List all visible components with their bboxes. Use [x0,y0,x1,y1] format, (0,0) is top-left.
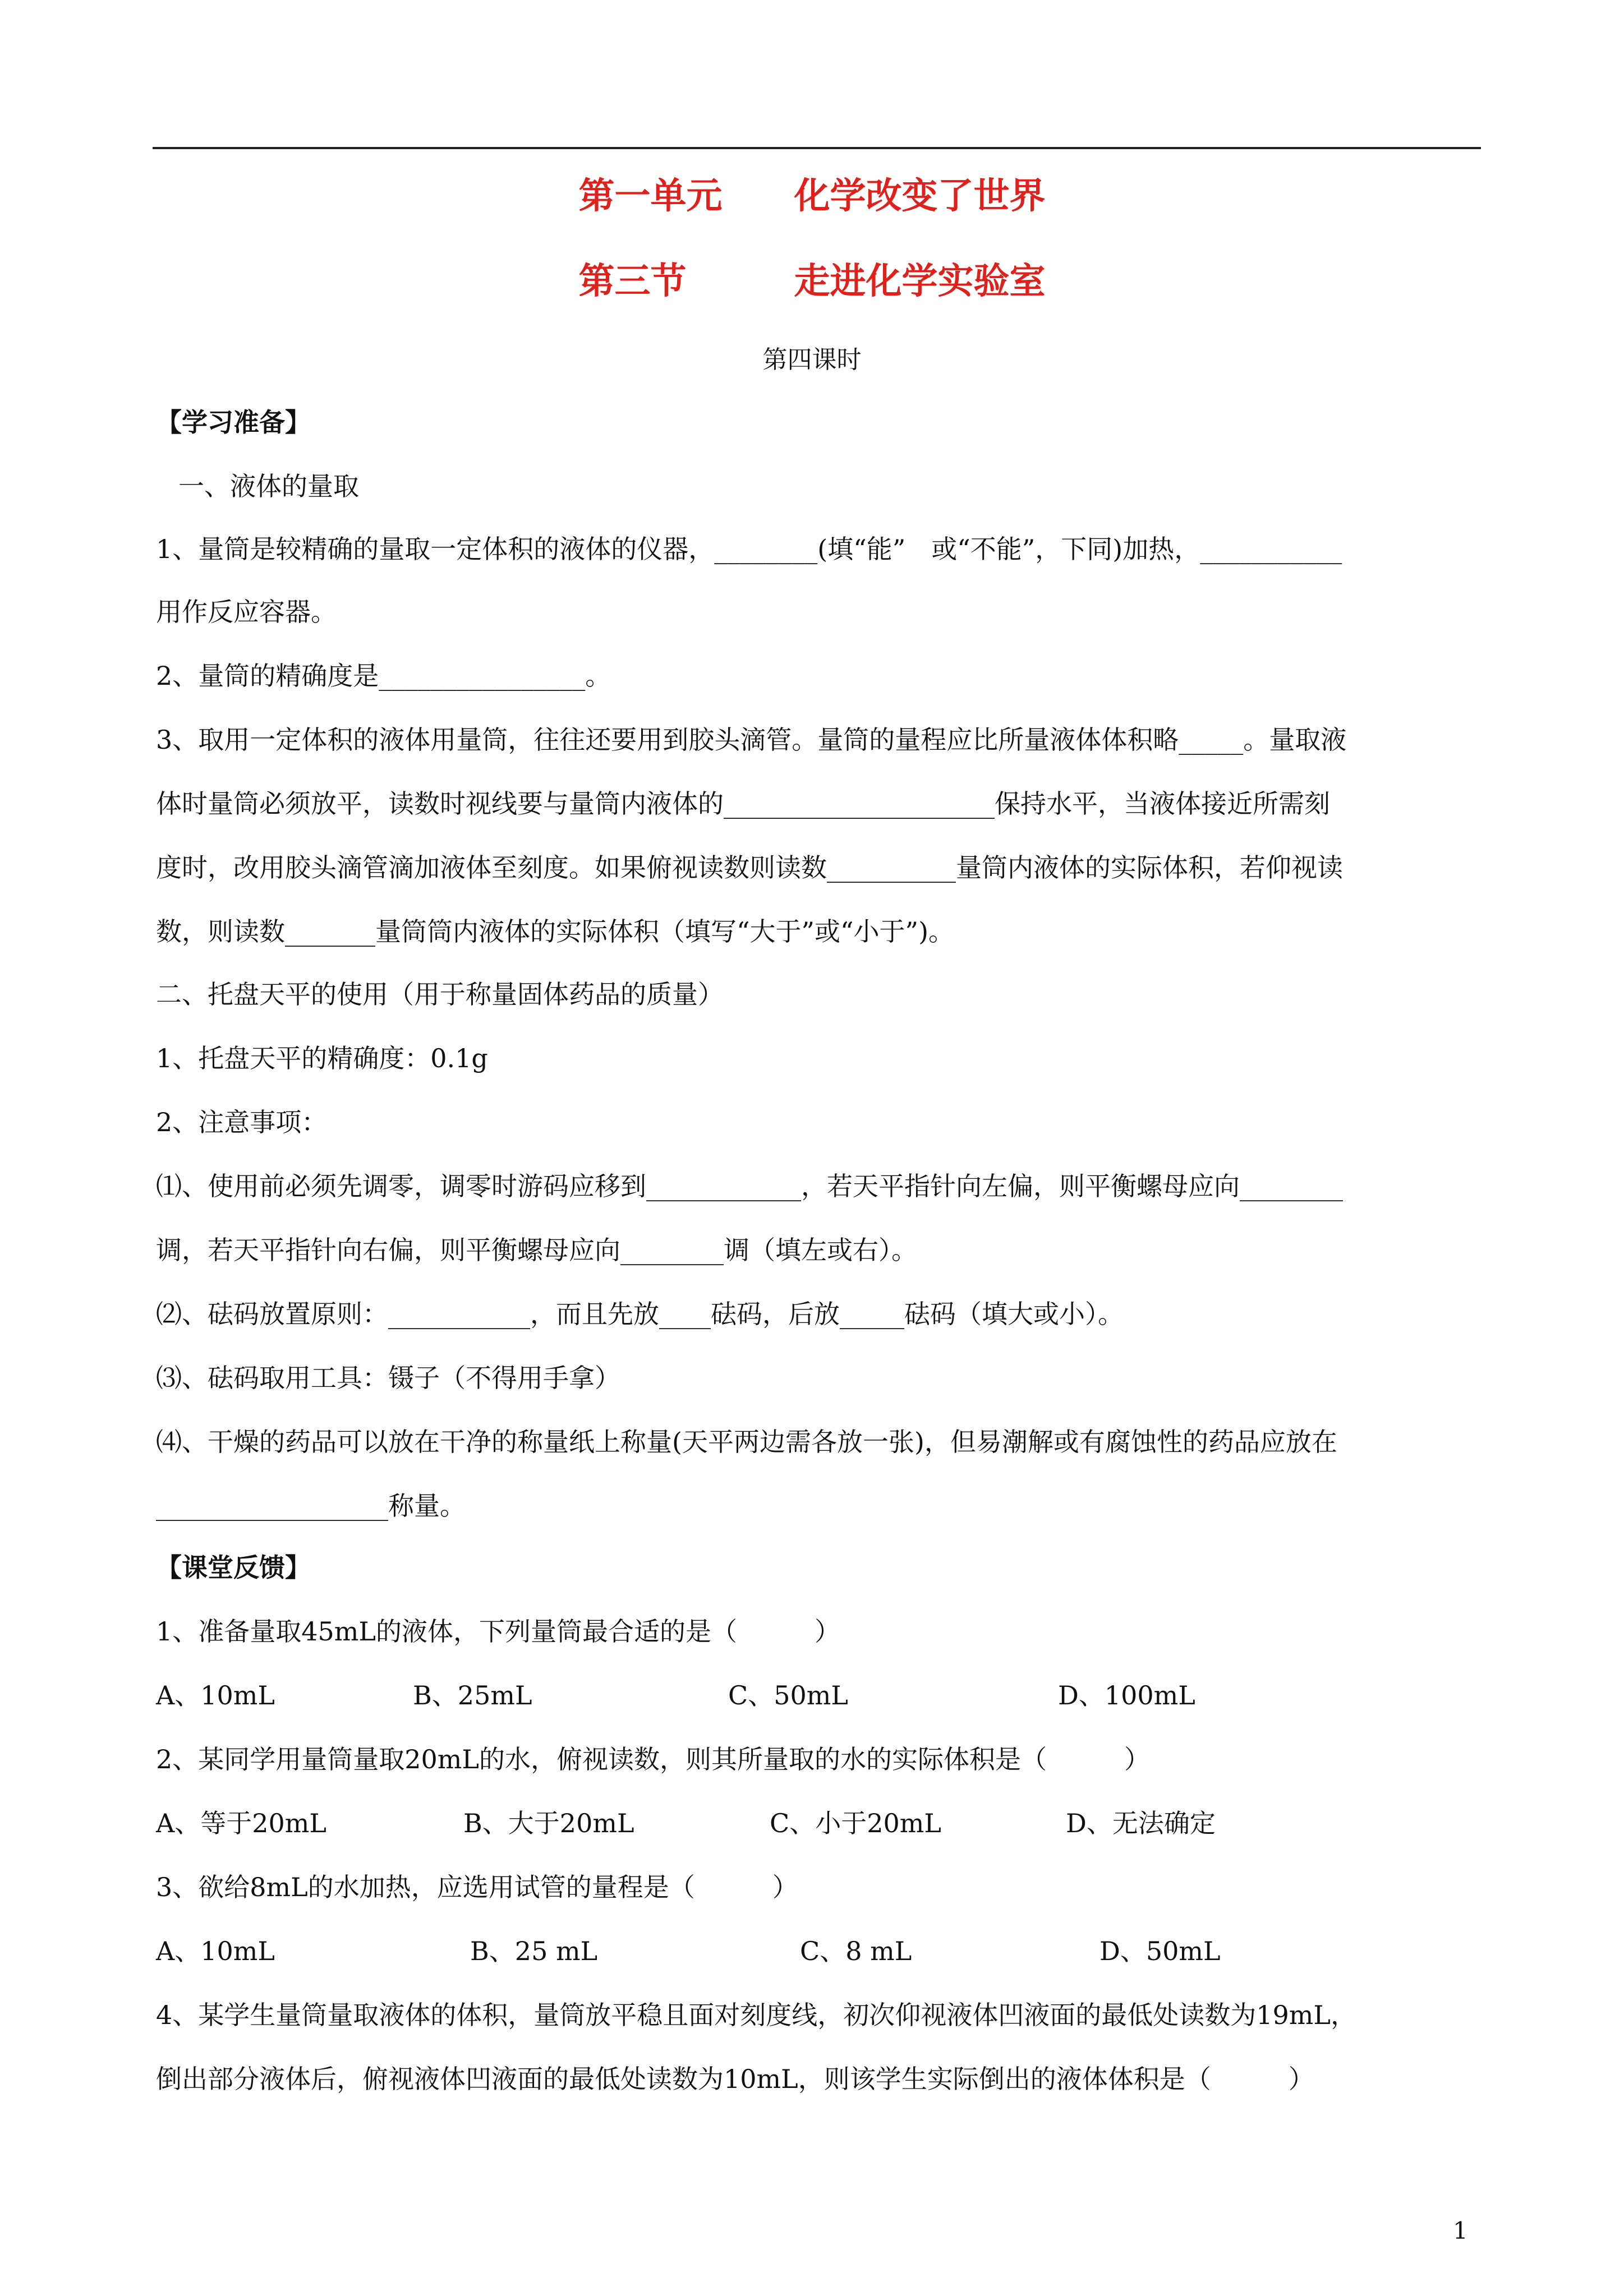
question-2: 2、某同学用量筒量取20mL的水，俯视读数，则其所量取的水的实际体积是（ ） [156,1744,1150,1774]
q1-option-b: B、25mL [413,1680,532,1711]
prep-line: 2、注意事项： [156,1107,328,1137]
lesson-label: 第四课时 [762,345,862,374]
q3-option-d: D、50mL [1099,1936,1221,1966]
feedback-heading: 【课堂反馈】 [156,1552,311,1583]
page-number: 1 [1453,2217,1468,2244]
prep-line: ⑷、干燥的药品可以放在干净的称量纸上称量(天平两边需各放一张)，但易潮解或有腐蚀性的药品应放在 [156,1427,1337,1457]
section-title: 第三节 走进化学实验室 [578,260,1046,302]
question-4-line-2: 倒出部分液体后，俯视液体凹液面的最低处读数为10mL，则该学生实际倒出的液体体积是（ ） [156,2064,1314,2094]
unit-title: 第一单元 化学改变了世界 [578,175,1046,217]
section-balance-title: 二、托盘天平的使用（用于称量固体药品的质量） [156,979,724,1009]
prep-line: 调，若天平指针向右偏，则平衡螺母应向________调（填左或右）。 [156,1235,917,1265]
prep-heading: 【学习准备】 [156,407,311,437]
question-1: 1、准备量取45mL的液体，下列量筒最合适的是（ ） [156,1616,840,1647]
header-rule [153,147,1481,149]
prep-line: 度时，改用胶头滴管滴加液体至刻度。如果俯视读数则读数__________量筒内液体的实际体积，若仰视读 [156,852,1343,883]
prep-line: 数，则读数_______量筒筒内液体的实际体积（填写“大于”或“小于”)。 [156,916,955,947]
q2-option-a: A、等于20mL [156,1808,326,1838]
prep-line: 2、量筒的精确度是________________。 [156,661,611,691]
prep-line: 体时量筒必须放平，读数时视线要与量筒内液体的_____________________保持水平，当液体接近所需刻 [156,789,1330,819]
prep-line: ⑵、砝码放置原则：___________，而且先放____砝码，后放_____砝码（填大或小）。 [156,1299,1124,1329]
q1-option-d: D、100mL [1058,1680,1195,1711]
q3-option-a: A、10mL [156,1936,275,1966]
q1-option-c: C、50mL [728,1680,848,1711]
q1-option-a: A、10mL [156,1680,275,1711]
q3-option-c: C、8 mL [800,1936,912,1966]
q2-option-d: D、无法确定 [1066,1808,1216,1838]
prep-line: __________________称量。 [156,1491,466,1521]
q3-option-b: B、25 mL [470,1936,598,1966]
prep-line: 3、取用一定体积的液体用量筒，往往还要用到胶头滴管。量筒的量程应比所量液体体积略_____。量取液 [156,725,1347,755]
question-3: 3、欲给8mL的水加热，应选用试管的量程是（ ） [156,1872,798,1902]
prep-line: 1、量筒是较精确的量取一定体积的液体的仪器，________(填“能” 或“不能”，下同)加热，___________ [156,534,1342,564]
prep-line: ⑴、使用前必须先调零，调零时游码应移到____________，若天平指针向左偏，则平衡螺母应向________ [156,1171,1343,1201]
section-liquid-title: 一、液体的量取 [178,471,359,501]
prep-line: ⑶、砝码取用工具：镊子（不得用手拿） [156,1363,620,1393]
question-4-line-1: 4、某学生量筒量取液体的体积，量筒放平稳且面对刻度线，初次仰视液体凹液面的最低处读数为19mL， [156,2000,1356,2030]
prep-line: 用作反应容器。 [156,597,337,627]
q2-option-b: B、大于20mL [463,1808,634,1838]
q2-option-c: C、小于20mL [770,1808,941,1838]
prep-line: 1、托盘天平的精确度：0.1g [156,1043,488,1073]
